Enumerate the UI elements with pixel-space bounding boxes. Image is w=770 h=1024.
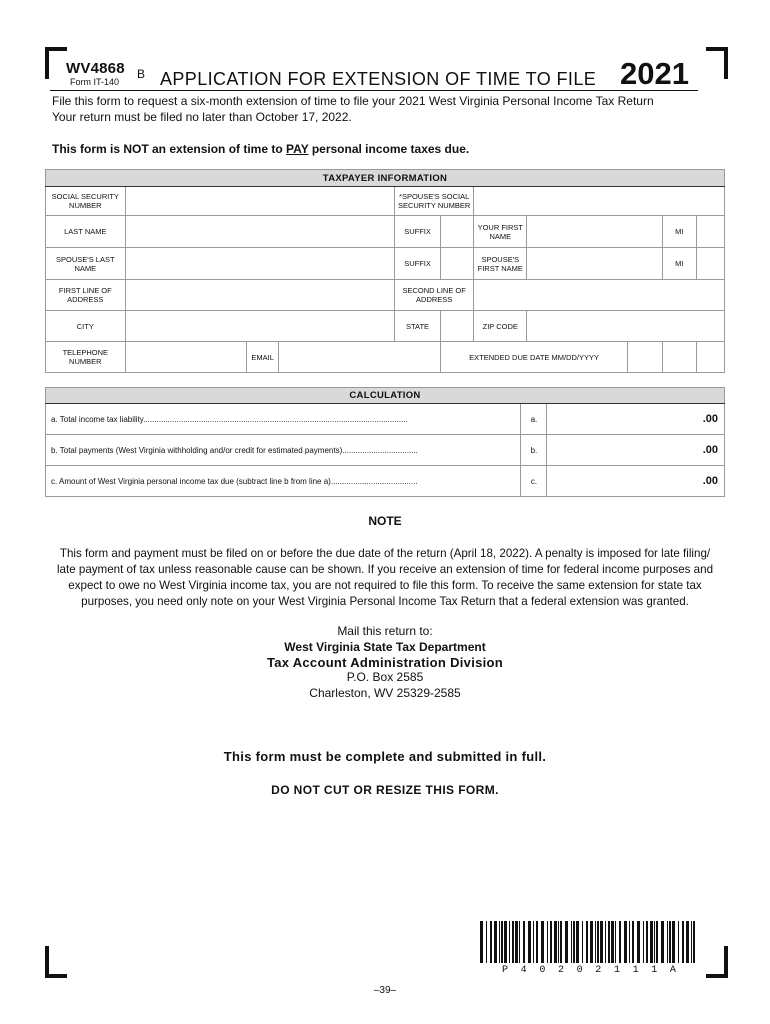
extended-due-date-label: EXTENDED DUE DATE MM/DD/YYYY <box>441 342 628 373</box>
first-name-label: YOUR FIRST NAME <box>474 216 527 248</box>
note-heading: NOTE <box>368 514 402 528</box>
barcode-bar <box>560 921 562 963</box>
telephone-label: TELEPHONE NUMBER <box>46 342 126 373</box>
barcode-bar <box>682 921 684 963</box>
calc-line-a-amount[interactable]: .00 <box>547 404 725 435</box>
page-number: –39– <box>373 985 397 996</box>
barcode-bar <box>582 921 583 963</box>
spouse-suffix-label: SUFFIX <box>395 248 441 280</box>
mail-intro: Mail this return to: <box>337 624 433 638</box>
zip-code-field[interactable] <box>527 311 725 342</box>
barcode-bar <box>547 921 548 963</box>
mi-field[interactable] <box>696 216 724 248</box>
barcode-bar <box>595 921 596 963</box>
calc-line-b-label: b. Total payments (West Virginia withholding and/or credit for estimated payments).................................. <box>46 435 521 466</box>
intro-line-2: Your return must be filed no later than October 17, 2022. <box>52 110 352 124</box>
calc-line-b-letter: b. <box>521 435 547 466</box>
barcode-bar <box>678 921 679 963</box>
barcode-bar <box>558 921 559 963</box>
last-name-label: LAST NAME <box>46 216 126 248</box>
barcode-bar <box>654 921 655 963</box>
payment-notice-pre: This form is NOT an extension of time to <box>52 142 287 156</box>
barcode-bar <box>650 921 653 963</box>
barcode-bar <box>490 921 492 963</box>
barcode-char: 0 <box>539 965 546 976</box>
zip-code-label: ZIP CODE <box>474 311 527 342</box>
barcode-bar <box>608 921 610 963</box>
spouse-mi-field[interactable] <box>696 248 724 280</box>
barcode-bar <box>693 921 695 963</box>
city-field[interactable] <box>125 311 394 342</box>
due-date-year-field[interactable] <box>696 342 724 373</box>
calc-line-a-letter: a. <box>521 404 547 435</box>
mail-department: West Virginia State Tax Department <box>284 640 486 654</box>
barcode-bar <box>632 921 634 963</box>
spouse-first-name-label: SPOUSE'S FIRST NAME <box>474 248 527 280</box>
calc-line-c-label: c. Amount of West Virginia personal income tax due (subtract line b from line a)....................................... <box>46 466 521 497</box>
registration-mark-bottom-left <box>45 946 67 978</box>
barcode-bar <box>515 921 518 963</box>
barcode-bar <box>629 921 630 963</box>
barcode-bar <box>528 921 531 963</box>
mi-label: MI <box>662 216 696 248</box>
mail-division: Tax Account Administration Division <box>266 655 504 670</box>
address-line-1-field[interactable] <box>125 280 394 311</box>
suffix-label: SUFFIX <box>395 216 441 248</box>
spouse-mi-label: MI <box>662 248 696 280</box>
taxpayer-information-header: TAXPAYER INFORMATION <box>46 170 725 187</box>
spouse-suffix-field[interactable] <box>441 248 474 280</box>
state-label: STATE <box>395 311 441 342</box>
spouse-last-name-label: SPOUSE'S LAST NAME <box>46 248 126 280</box>
barcode-bar <box>615 921 616 963</box>
registration-mark-bottom-right <box>706 946 728 978</box>
barcode-bar <box>669 921 671 963</box>
barcode-bar <box>576 921 579 963</box>
barcode-bar <box>494 921 497 963</box>
barcode-bar <box>643 921 644 963</box>
barcode-bar <box>480 921 483 963</box>
last-name-field[interactable] <box>125 216 394 248</box>
payment-notice <box>52 142 469 156</box>
barcode-bar <box>504 921 507 963</box>
barcode-bar <box>541 921 544 963</box>
barcode-bar <box>605 921 606 963</box>
calc-line-c-amount[interactable]: .00 <box>547 466 725 497</box>
note-body: This form and payment must be filed on or before the due date of the return (April 18, 2022). A penalty is imposed for late filing/ late payment of tax unless reasonable cause can be shown. If you receive an extension of time for federal income purposes and expect to owe no West Virginia income tax, you are not required to file this form. To receive the same extension for state tax purposes, you need only note on your West Virginia Personal Income Tax Return that a federal extension was granted. <box>56 547 714 608</box>
registration-mark-top-left <box>45 47 67 79</box>
barcode-text <box>480 965 698 976</box>
form-title: APPLICATION FOR EXTENSION OF TIME TO FILE <box>160 69 597 89</box>
due-date-month-field[interactable] <box>628 342 663 373</box>
barcode-bar <box>600 921 603 963</box>
registration-mark-top-right <box>706 47 728 79</box>
city-label: CITY <box>46 311 126 342</box>
barcode-bar <box>597 921 599 963</box>
barcode-char: 2 <box>557 965 564 976</box>
spouse-last-name-field[interactable] <box>125 248 394 280</box>
calc-line-b-amount[interactable]: .00 <box>547 435 725 466</box>
form-subtitle: Form IT-140 <box>70 77 120 87</box>
due-date-day-field[interactable] <box>662 342 696 373</box>
barcode-char: 4 <box>520 965 527 976</box>
barcode-bar <box>573 921 575 963</box>
suffix-field[interactable] <box>441 216 474 248</box>
complete-notice: This form must be complete and submitted in full. <box>223 749 547 764</box>
address-line-1-label: FIRST LINE OF ADDRESS <box>46 280 126 311</box>
barcode-char: A <box>669 965 676 976</box>
mail-po-box: P.O. Box 2585 <box>346 670 424 684</box>
telephone-field[interactable] <box>125 342 246 373</box>
calc-line-a-label: a. Total income tax liability....................................................................................................................... <box>46 404 521 435</box>
form-suffix: B <box>137 67 146 81</box>
calculation-table <box>45 387 725 497</box>
barcode-bar <box>501 921 503 963</box>
barcode-bar <box>590 921 593 963</box>
spouse-ssn-field[interactable] <box>474 187 725 216</box>
state-field[interactable] <box>441 311 474 342</box>
email-field[interactable] <box>279 342 441 373</box>
address-line-2-label: SECOND LINE OF ADDRESS <box>395 280 474 311</box>
email-label: EMAIL <box>246 342 278 373</box>
barcode-bar <box>565 921 568 963</box>
title-rule <box>50 90 698 91</box>
barcode-bar <box>611 921 614 963</box>
calculation-header: CALCULATION <box>46 388 725 404</box>
barcode-bar <box>486 921 487 963</box>
barcode-bar <box>550 921 552 963</box>
intro-line-1: File this form to request a six-month extension of time to file your 2021 West Virginia Personal Income Tax Return <box>52 94 654 108</box>
payment-notice-pay: PAY <box>286 142 309 156</box>
barcode-bar <box>686 921 689 963</box>
barcode-bar <box>533 921 534 963</box>
barcode-bar <box>619 921 621 963</box>
barcode-char: 1 <box>632 965 639 976</box>
payment-notice-post: personal income taxes due. <box>308 142 470 156</box>
barcode-bar <box>646 921 648 963</box>
barcode-bar <box>624 921 627 963</box>
barcode-bar <box>661 921 664 963</box>
barcode-char: 0 <box>576 965 583 976</box>
barcode-image <box>480 921 698 963</box>
barcode-bar <box>554 921 557 963</box>
calc-line-c-letter: c. <box>521 466 547 497</box>
barcode-bar <box>519 921 520 963</box>
barcode-bar <box>656 921 658 963</box>
barcode-char: 1 <box>613 965 620 976</box>
barcode-bar <box>509 921 510 963</box>
ssn-label: SOCIAL SECURITY NUMBER <box>46 187 126 216</box>
barcode-bar <box>691 921 692 963</box>
mail-city: Charleston, WV 25329-2585 <box>309 686 461 700</box>
tax-year: 2021 <box>620 56 689 91</box>
barcode-bar <box>667 921 668 963</box>
barcode-bar <box>637 921 640 963</box>
no-cut-notice: DO NOT CUT OR RESIZE THIS FORM. <box>271 783 499 797</box>
first-name-field[interactable] <box>527 216 662 248</box>
barcode-bar <box>672 921 675 963</box>
form-number: WV4868 <box>66 60 125 77</box>
ssn-field[interactable] <box>125 187 394 216</box>
barcode-char: 2 <box>595 965 602 976</box>
barcode-bar <box>499 921 500 963</box>
barcode-bar <box>571 921 572 963</box>
barcode-bar <box>523 921 525 963</box>
barcode-bar <box>586 921 588 963</box>
address-line-2-field[interactable] <box>474 280 725 311</box>
barcode-char: 1 <box>651 965 658 976</box>
spouse-first-name-field[interactable] <box>527 248 662 280</box>
spouse-ssn-label: *SPOUSE'S SOCIAL SECURITY NUMBER <box>395 187 474 216</box>
barcode-bar <box>536 921 538 963</box>
barcode-bar <box>512 921 514 963</box>
barcode-char: P <box>502 965 509 976</box>
taxpayer-information-table <box>45 169 725 373</box>
